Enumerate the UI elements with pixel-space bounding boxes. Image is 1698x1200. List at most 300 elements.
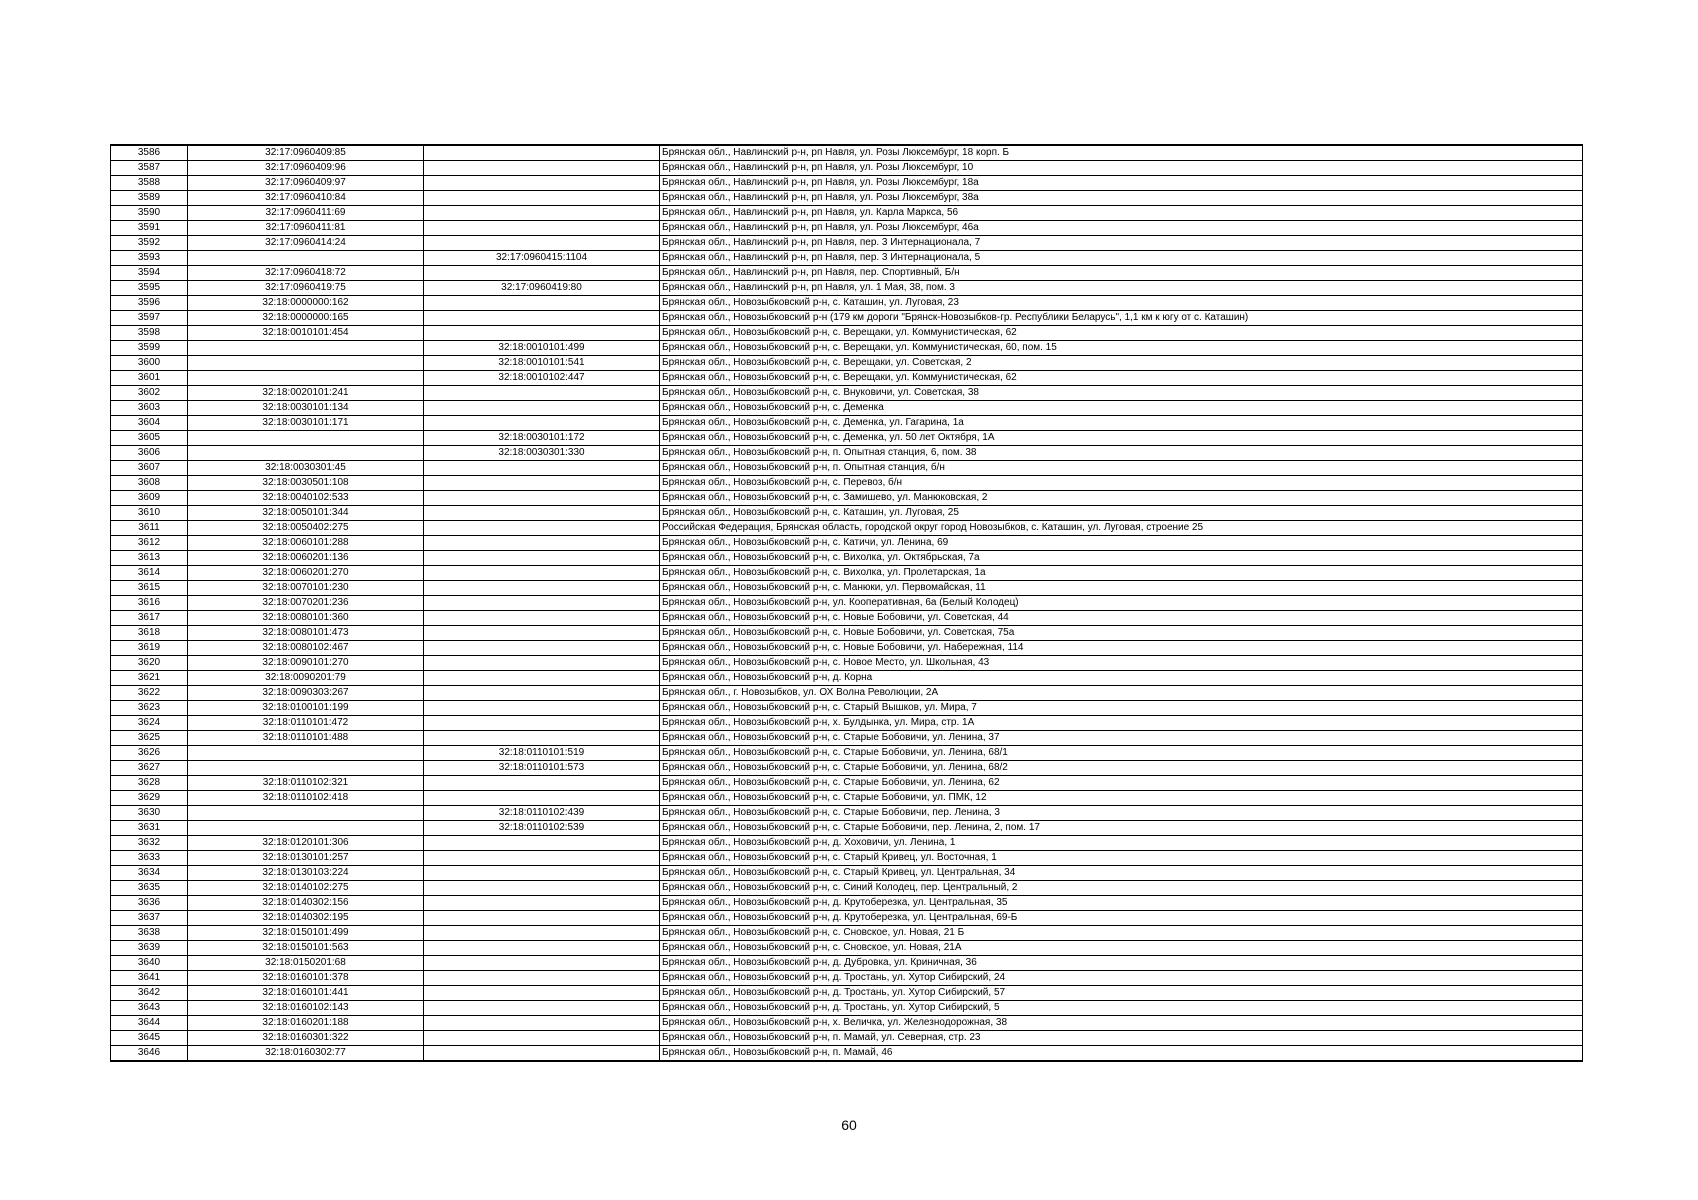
related-cadastral-number-cell	[424, 911, 660, 926]
related-cadastral-number-cell: 32:18:0110101:519	[424, 746, 660, 761]
address-cell: Брянская обл., Новозыбковский р-н, с. Старые Бобовичи, ул. Ленина, 68/2	[660, 761, 1583, 776]
related-cadastral-number-cell	[424, 221, 660, 236]
cadastral-number-cell: 32:18:0010101:454	[188, 326, 424, 341]
cadastral-number-cell: 32:18:0030101:171	[188, 416, 424, 431]
cadastral-number-cell: 32:17:0960411:69	[188, 206, 424, 221]
cadastral-number-cell: 32:17:0960418:72	[188, 266, 424, 281]
table-row	[111, 656, 1583, 671]
row-number-cell: 3618	[111, 626, 188, 641]
address-cell: Брянская обл., Новозыбковский р-н, с. Верещаки, ул. Коммунистическая, 62	[660, 326, 1583, 341]
table-row	[111, 761, 1583, 776]
cadastral-number-cell	[188, 821, 424, 836]
table-row	[111, 326, 1583, 341]
table-row	[111, 821, 1583, 836]
cadastral-number-cell: 32:18:0030501:108	[188, 476, 424, 491]
address-cell: Брянская обл., Навлинский р-н, рп Навля, ул. Розы Люксембург, 18а	[660, 176, 1583, 191]
table-row	[111, 836, 1583, 851]
row-number-cell: 3586	[111, 145, 188, 161]
related-cadastral-number-cell: 32:18:0030101:172	[424, 431, 660, 446]
cadastral-number-cell: 32:17:0960410:84	[188, 191, 424, 206]
cadastral-number-cell: 32:18:0000000:165	[188, 311, 424, 326]
cadastral-number-cell: 32:18:0160201:188	[188, 1016, 424, 1031]
table-row	[111, 1001, 1583, 1016]
address-cell: Брянская обл., Новозыбковский р-н, с. Деменка, ул. 50 лет Октября, 1А	[660, 431, 1583, 446]
page-number: 60	[841, 1117, 857, 1133]
related-cadastral-number-cell	[424, 896, 660, 911]
table-row	[111, 191, 1583, 206]
row-number-cell: 3613	[111, 551, 188, 566]
cadastral-number-cell	[188, 806, 424, 821]
row-number-cell: 3628	[111, 776, 188, 791]
related-cadastral-number-cell	[424, 476, 660, 491]
table-row	[111, 145, 1583, 161]
row-number-cell: 3620	[111, 656, 188, 671]
address-cell: Брянская обл., Новозыбковский р-н, п. Опытная станция, 6, пом. 38	[660, 446, 1583, 461]
related-cadastral-number-cell	[424, 326, 660, 341]
registry-table-body	[111, 145, 1583, 1061]
row-number-cell: 3629	[111, 791, 188, 806]
cadastral-number-cell: 32:18:0060201:136	[188, 551, 424, 566]
related-cadastral-number-cell	[424, 626, 660, 641]
row-number-cell: 3631	[111, 821, 188, 836]
table-row	[111, 566, 1583, 581]
address-cell: Брянская обл., Новозыбковский р-н, с. Новое Место, ул. Школьная, 43	[660, 656, 1583, 671]
row-number-cell: 3601	[111, 371, 188, 386]
row-number-cell: 3630	[111, 806, 188, 821]
address-cell: Брянская обл., Новозыбковский р-н, с. Новые Бобовичи, ул. Советская, 75а	[660, 626, 1583, 641]
address-cell: Брянская обл., Новозыбковский р-н, д. Крутоберезка, ул. Центральная, 35	[660, 896, 1583, 911]
row-number-cell: 3602	[111, 386, 188, 401]
related-cadastral-number-cell	[424, 536, 660, 551]
address-cell: Брянская обл., Новозыбковский р-н (179 км дороги "Брянск-Новозыбков-гр. Республики Беларусь", 1,1 км к югу от с. Каташин)	[660, 311, 1583, 326]
cadastral-number-cell: 32:18:0070101:230	[188, 581, 424, 596]
table-row	[111, 896, 1583, 911]
address-cell: Брянская обл., Новозыбковский р-н, с. Старый Кривец, ул. Восточная, 1	[660, 851, 1583, 866]
address-cell: Брянская обл., Навлинский р-н, рп Навля, ул. Карла Маркса, 56	[660, 206, 1583, 221]
cadastral-number-cell: 32:18:0090101:270	[188, 656, 424, 671]
related-cadastral-number-cell	[424, 191, 660, 206]
cadastral-number-cell: 32:18:0110102:321	[188, 776, 424, 791]
cadastral-number-cell: 32:18:0150101:563	[188, 941, 424, 956]
row-number-cell: 3616	[111, 596, 188, 611]
row-number-cell: 3599	[111, 341, 188, 356]
cadastral-number-cell	[188, 371, 424, 386]
row-number-cell: 3639	[111, 941, 188, 956]
related-cadastral-number-cell	[424, 776, 660, 791]
table-row	[111, 746, 1583, 761]
cadastral-number-cell	[188, 356, 424, 371]
address-cell: Брянская обл., Новозыбковский р-н, с. Старые Бобовичи, ул. ПМК, 12	[660, 791, 1583, 806]
row-number-cell: 3614	[111, 566, 188, 581]
address-cell: Брянская обл., Новозыбковский р-н, с. Новые Бобовичи, ул. Советская, 44	[660, 611, 1583, 626]
table-row	[111, 596, 1583, 611]
related-cadastral-number-cell: 32:17:0960419:80	[424, 281, 660, 296]
row-number-cell: 3642	[111, 986, 188, 1001]
address-cell: Брянская обл., Новозыбковский р-н, с. Верещаки, ул. Коммунистическая, 60, пом. 15	[660, 341, 1583, 356]
row-number-cell: 3597	[111, 311, 188, 326]
cadastral-number-cell: 32:18:0070201:236	[188, 596, 424, 611]
related-cadastral-number-cell	[424, 401, 660, 416]
row-number-cell: 3588	[111, 176, 188, 191]
cadastral-number-cell: 32:18:0050402:275	[188, 521, 424, 536]
address-cell: Брянская обл., Новозыбковский р-н, д. Тростань, ул. Хутор Сибирский, 57	[660, 986, 1583, 1001]
table-row	[111, 626, 1583, 641]
cadastral-number-cell: 32:18:0130101:257	[188, 851, 424, 866]
related-cadastral-number-cell: 32:18:0110102:439	[424, 806, 660, 821]
cadastral-number-cell	[188, 761, 424, 776]
cadastral-number-cell: 32:18:0060101:288	[188, 536, 424, 551]
row-number-cell: 3612	[111, 536, 188, 551]
table-row	[111, 1031, 1583, 1046]
table-row	[111, 911, 1583, 926]
cadastral-number-cell	[188, 341, 424, 356]
related-cadastral-number-cell	[424, 1031, 660, 1046]
address-cell: Брянская обл., Новозыбковский р-н, д. Тростань, ул. Хутор Сибирский, 24	[660, 971, 1583, 986]
cadastral-number-cell: 32:18:0090201:79	[188, 671, 424, 686]
cadastral-number-cell: 32:18:0140302:156	[188, 896, 424, 911]
registry-table	[110, 144, 1583, 1062]
row-number-cell: 3617	[111, 611, 188, 626]
related-cadastral-number-cell	[424, 956, 660, 971]
row-number-cell: 3591	[111, 221, 188, 236]
address-cell: Брянская обл., Новозыбковский р-н, д. Хоховичи, ул. Ленина, 1	[660, 836, 1583, 851]
related-cadastral-number-cell	[424, 145, 660, 161]
address-cell: Брянская обл., Навлинский р-н, рп Навля, ул. Розы Люксембург, 38а	[660, 191, 1583, 206]
address-cell: Брянская обл., Новозыбковский р-н, с. Каташин, ул. Луговая, 23	[660, 296, 1583, 311]
address-cell: Брянская обл., Новозыбковский р-н, х. Величка, ул. Железнодорожная, 38	[660, 1016, 1583, 1031]
address-cell: Брянская обл., Новозыбковский р-н, с. Перевоз, б/н	[660, 476, 1583, 491]
cadastral-number-cell	[188, 431, 424, 446]
address-cell: Брянская обл., Новозыбковский р-н, с. Новые Бобовичи, ул. Набережная, 114	[660, 641, 1583, 656]
related-cadastral-number-cell: 32:18:0010101:499	[424, 341, 660, 356]
address-cell: Брянская обл., Новозыбковский р-н, с. Верещаки, ул. Советская, 2	[660, 356, 1583, 371]
address-cell: Брянская обл., Новозыбковский р-н, с. Манюки, ул. Первомайская, 11	[660, 581, 1583, 596]
related-cadastral-number-cell	[424, 986, 660, 1001]
row-number-cell: 3619	[111, 641, 188, 656]
table-row	[111, 311, 1583, 326]
related-cadastral-number-cell	[424, 671, 660, 686]
address-cell: Брянская обл., Новозыбковский р-н, с. Старые Бобовичи, пер. Ленина, 3	[660, 806, 1583, 821]
address-cell: Брянская обл., Новозыбковский р-н, п. Мамай, ул. Северная, стр. 23	[660, 1031, 1583, 1046]
row-number-cell: 3625	[111, 731, 188, 746]
cadastral-number-cell: 32:17:0960419:75	[188, 281, 424, 296]
row-number-cell: 3637	[111, 911, 188, 926]
table-row	[111, 701, 1583, 716]
table-row	[111, 986, 1583, 1001]
address-cell: Брянская обл., Новозыбковский р-н, п. Опытная станция, б/н	[660, 461, 1583, 476]
address-cell: Брянская обл., Навлинский р-н, рп Навля, ул. Розы Люксембург, 10	[660, 161, 1583, 176]
table-row	[111, 1016, 1583, 1031]
table-row	[111, 476, 1583, 491]
related-cadastral-number-cell	[424, 206, 660, 221]
row-number-cell: 3605	[111, 431, 188, 446]
address-cell: Брянская обл., Новозыбковский р-н, д. Тростань, ул. Хутор Сибирский, 5	[660, 1001, 1583, 1016]
related-cadastral-number-cell	[424, 686, 660, 701]
cadastral-number-cell: 32:18:0080102:467	[188, 641, 424, 656]
related-cadastral-number-cell	[424, 551, 660, 566]
row-number-cell: 3596	[111, 296, 188, 311]
table-row	[111, 221, 1583, 236]
table-row	[111, 296, 1583, 311]
table-row	[111, 551, 1583, 566]
table-row	[111, 611, 1583, 626]
row-number-cell: 3636	[111, 896, 188, 911]
row-number-cell: 3615	[111, 581, 188, 596]
table-row	[111, 176, 1583, 191]
cadastral-number-cell: 32:18:0090303:267	[188, 686, 424, 701]
address-cell: Брянская обл., Навлинский р-н, рп Навля, ул. Розы Люксембург, 46а	[660, 221, 1583, 236]
related-cadastral-number-cell	[424, 266, 660, 281]
row-number-cell: 3643	[111, 1001, 188, 1016]
address-cell: Брянская обл., Новозыбковский р-н, с. Старый Вышков, ул. Мира, 7	[660, 701, 1583, 716]
related-cadastral-number-cell	[424, 611, 660, 626]
table-row	[111, 941, 1583, 956]
row-number-cell: 3600	[111, 356, 188, 371]
row-number-cell: 3595	[111, 281, 188, 296]
cadastral-number-cell	[188, 446, 424, 461]
row-number-cell: 3624	[111, 716, 188, 731]
address-cell: Брянская обл., Новозыбковский р-н, с. Верещаки, ул. Коммунистическая, 62	[660, 371, 1583, 386]
row-number-cell: 3610	[111, 506, 188, 521]
row-number-cell: 3594	[111, 266, 188, 281]
row-number-cell: 3611	[111, 521, 188, 536]
table-row	[111, 386, 1583, 401]
row-number-cell: 3626	[111, 746, 188, 761]
table-row	[111, 956, 1583, 971]
table-row	[111, 776, 1583, 791]
row-number-cell: 3592	[111, 236, 188, 251]
cadastral-number-cell	[188, 746, 424, 761]
related-cadastral-number-cell	[424, 236, 660, 251]
row-number-cell: 3634	[111, 866, 188, 881]
table-row	[111, 581, 1583, 596]
related-cadastral-number-cell	[424, 836, 660, 851]
related-cadastral-number-cell	[424, 311, 660, 326]
related-cadastral-number-cell	[424, 1016, 660, 1031]
row-number-cell: 3590	[111, 206, 188, 221]
address-cell: Брянская обл., Навлинский р-н, рп Навля, пер. Спортивный, Б/н	[660, 266, 1583, 281]
related-cadastral-number-cell	[424, 656, 660, 671]
related-cadastral-number-cell	[424, 386, 660, 401]
address-cell: Брянская обл., Навлинский р-н, рп Навля, ул. 1 Мая, 38, пом. 3	[660, 281, 1583, 296]
related-cadastral-number-cell	[424, 881, 660, 896]
cadastral-number-cell: 32:17:0960409:97	[188, 176, 424, 191]
address-cell: Брянская обл., Новозыбковский р-н, с. Старый Кривец, ул. Центральная, 34	[660, 866, 1583, 881]
cadastral-number-cell: 32:18:0160101:441	[188, 986, 424, 1001]
table-row	[111, 731, 1583, 746]
address-cell: Брянская обл., Новозыбковский р-н, с. Старые Бобовичи, ул. Ленина, 62	[660, 776, 1583, 791]
related-cadastral-number-cell	[424, 941, 660, 956]
address-cell: Брянская обл., Новозыбковский р-н, с. Синий Колодец, пер. Центральный, 2	[660, 881, 1583, 896]
related-cadastral-number-cell: 32:18:0010101:541	[424, 356, 660, 371]
table-row	[111, 281, 1583, 296]
row-number-cell: 3638	[111, 926, 188, 941]
related-cadastral-number-cell	[424, 416, 660, 431]
table-row	[111, 686, 1583, 701]
cadastral-number-cell: 32:18:0060201:270	[188, 566, 424, 581]
cadastral-number-cell: 32:18:0110101:488	[188, 731, 424, 746]
related-cadastral-number-cell: 32:18:0010102:447	[424, 371, 660, 386]
address-cell: Брянская обл., Новозыбковский р-н, с. Внуковичи, ул. Советская, 38	[660, 386, 1583, 401]
cadastral-number-cell: 32:18:0150101:499	[188, 926, 424, 941]
table-row	[111, 671, 1583, 686]
address-cell: Брянская обл., Новозыбковский р-н, х. Булдынка, ул. Мира, стр. 1А	[660, 716, 1583, 731]
table-row	[111, 401, 1583, 416]
cadastral-number-cell: 32:18:0040102:533	[188, 491, 424, 506]
table-row	[111, 791, 1583, 806]
related-cadastral-number-cell	[424, 701, 660, 716]
related-cadastral-number-cell	[424, 851, 660, 866]
cadastral-number-cell: 32:17:0960409:85	[188, 145, 424, 161]
cadastral-number-cell: 32:18:0140102:275	[188, 881, 424, 896]
table-row	[111, 521, 1583, 536]
row-number-cell: 3603	[111, 401, 188, 416]
table-row	[111, 506, 1583, 521]
row-number-cell: 3623	[111, 701, 188, 716]
address-cell: Брянская обл., Новозыбковский р-н, с. Замишево, ул. Манюковская, 2	[660, 491, 1583, 506]
row-number-cell: 3644	[111, 1016, 188, 1031]
cadastral-number-cell: 32:18:0000000:162	[188, 296, 424, 311]
address-cell: Брянская обл., Новозыбковский р-н, с. Сновское, ул. Новая, 21А	[660, 941, 1583, 956]
row-number-cell: 3632	[111, 836, 188, 851]
address-cell: Брянская обл., Новозыбковский р-н, с. Старые Бобовичи, пер. Ленина, 2, пом. 17	[660, 821, 1583, 836]
related-cadastral-number-cell	[424, 566, 660, 581]
related-cadastral-number-cell	[424, 641, 660, 656]
table-row	[111, 461, 1583, 476]
address-cell: Брянская обл., Навлинский р-н, рп Навля, пер. 3 Интернационала, 7	[660, 236, 1583, 251]
cadastral-number-cell: 32:18:0080101:360	[188, 611, 424, 626]
table-row	[111, 926, 1583, 941]
related-cadastral-number-cell	[424, 461, 660, 476]
related-cadastral-number-cell	[424, 1001, 660, 1016]
table-row	[111, 236, 1583, 251]
row-number-cell: 3621	[111, 671, 188, 686]
related-cadastral-number-cell: 32:17:0960415:1104	[424, 251, 660, 266]
cadastral-number-cell: 32:18:0140302:195	[188, 911, 424, 926]
table-row	[111, 206, 1583, 221]
table-row	[111, 716, 1583, 731]
cadastral-number-cell: 32:18:0080101:473	[188, 626, 424, 641]
table-row	[111, 161, 1583, 176]
address-cell: Брянская обл., Новозыбковский р-н, д. Дубровка, ул. Криничная, 36	[660, 956, 1583, 971]
cadastral-number-cell: 32:18:0020101:241	[188, 386, 424, 401]
table-row	[111, 536, 1583, 551]
row-number-cell: 3606	[111, 446, 188, 461]
row-number-cell: 3646	[111, 1046, 188, 1062]
address-cell: Брянская обл., Новозыбковский р-н, с. Каташин, ул. Луговая, 25	[660, 506, 1583, 521]
address-cell: Брянская обл., Навлинский р-н, рп Навля, пер. 3 Интернационала, 5	[660, 251, 1583, 266]
related-cadastral-number-cell: 32:18:0110102:539	[424, 821, 660, 836]
related-cadastral-number-cell	[424, 926, 660, 941]
row-number-cell: 3593	[111, 251, 188, 266]
cadastral-number-cell: 32:18:0150201:68	[188, 956, 424, 971]
related-cadastral-number-cell: 32:18:0030301:330	[424, 446, 660, 461]
cadastral-number-cell: 32:17:0960414:24	[188, 236, 424, 251]
related-cadastral-number-cell	[424, 1046, 660, 1062]
related-cadastral-number-cell	[424, 296, 660, 311]
cadastral-number-cell: 32:18:0160301:322	[188, 1031, 424, 1046]
row-number-cell: 3627	[111, 761, 188, 776]
table-row	[111, 446, 1583, 461]
related-cadastral-number-cell	[424, 581, 660, 596]
row-number-cell: 3645	[111, 1031, 188, 1046]
address-cell: Брянская обл., Новозыбковский р-н, с. Деменка, ул. Гагарина, 1а	[660, 416, 1583, 431]
cadastral-number-cell	[188, 251, 424, 266]
address-cell: Брянская обл., Новозыбковский р-н, д. Крутоберезка, ул. Центральная, 69-Б	[660, 911, 1583, 926]
table-row	[111, 356, 1583, 371]
related-cadastral-number-cell	[424, 596, 660, 611]
related-cadastral-number-cell	[424, 791, 660, 806]
related-cadastral-number-cell	[424, 716, 660, 731]
address-cell: Брянская обл., Новозыбковский р-н, с. Старые Бобовичи, ул. Ленина, 37	[660, 731, 1583, 746]
address-cell: Брянская обл., Новозыбковский р-н, с. Сновское, ул. Новая, 21 Б	[660, 926, 1583, 941]
cadastral-number-cell: 32:18:0030301:45	[188, 461, 424, 476]
related-cadastral-number-cell	[424, 866, 660, 881]
table-row	[111, 251, 1583, 266]
related-cadastral-number-cell	[424, 176, 660, 191]
row-number-cell: 3589	[111, 191, 188, 206]
address-cell: Брянская обл., Новозыбковский р-н, п. Мамай, 46	[660, 1046, 1583, 1062]
address-cell: Брянская обл., Новозыбковский р-н, д. Корна	[660, 671, 1583, 686]
row-number-cell: 3598	[111, 326, 188, 341]
row-number-cell: 3640	[111, 956, 188, 971]
table-row	[111, 881, 1583, 896]
address-cell: Брянская обл., Навлинский р-н, рп Навля, ул. Розы Люксембург, 18 корп. Б	[660, 145, 1583, 161]
table-row	[111, 1046, 1583, 1062]
table-row	[111, 851, 1583, 866]
cadastral-number-cell: 32:18:0160302:77	[188, 1046, 424, 1062]
address-cell: Брянская обл., Новозыбковский р-н, с. Старые Бобовичи, ул. Ленина, 68/1	[660, 746, 1583, 761]
row-number-cell: 3609	[111, 491, 188, 506]
related-cadastral-number-cell	[424, 971, 660, 986]
cadastral-number-cell: 32:17:0960411:81	[188, 221, 424, 236]
address-cell: Брянская обл., Новозыбковский р-н, с. Вихолка, ул. Октябрьская, 7а	[660, 551, 1583, 566]
address-cell: Брянская обл., Новозыбковский р-н, с. Катичи, ул. Ленина, 69	[660, 536, 1583, 551]
cadastral-number-cell: 32:17:0960409:96	[188, 161, 424, 176]
cadastral-number-cell: 32:18:0130103:224	[188, 866, 424, 881]
address-cell: Брянская обл., Новозыбковский р-н, ул. Кооперативная, 6а (Белый Колодец)	[660, 596, 1583, 611]
table-row	[111, 431, 1583, 446]
cadastral-number-cell: 32:18:0110101:472	[188, 716, 424, 731]
row-number-cell: 3587	[111, 161, 188, 176]
related-cadastral-number-cell	[424, 731, 660, 746]
cadastral-number-cell: 32:18:0050101:344	[188, 506, 424, 521]
row-number-cell: 3641	[111, 971, 188, 986]
table-row	[111, 491, 1583, 506]
table-row	[111, 266, 1583, 281]
cadastral-number-cell: 32:18:0160102:143	[188, 1001, 424, 1016]
row-number-cell: 3608	[111, 476, 188, 491]
row-number-cell: 3604	[111, 416, 188, 431]
cadastral-number-cell: 32:18:0120101:306	[188, 836, 424, 851]
row-number-cell: 3622	[111, 686, 188, 701]
row-number-cell: 3633	[111, 851, 188, 866]
cadastral-number-cell: 32:18:0110102:418	[188, 791, 424, 806]
row-number-cell: 3607	[111, 461, 188, 476]
related-cadastral-number-cell	[424, 521, 660, 536]
address-cell: Российская Федерация, Брянская область, городской округ город Новозыбков, с. Каташин, ул. Луговая, строение 25	[660, 521, 1583, 536]
table-row	[111, 866, 1583, 881]
table-row	[111, 371, 1583, 386]
address-cell: Брянская обл., Новозыбковский р-н, с. Вихолка, ул. Пролетарская, 1а	[660, 566, 1583, 581]
address-cell: Брянская обл., Новозыбковский р-н, с. Деменка	[660, 401, 1583, 416]
table-row	[111, 806, 1583, 821]
row-number-cell: 3635	[111, 881, 188, 896]
table-row	[111, 641, 1583, 656]
table-row	[111, 416, 1583, 431]
cadastral-number-cell: 32:18:0160101:378	[188, 971, 424, 986]
address-cell: Брянская обл., г. Новозыбков, ул. ОХ Волна Революции, 2А	[660, 686, 1583, 701]
